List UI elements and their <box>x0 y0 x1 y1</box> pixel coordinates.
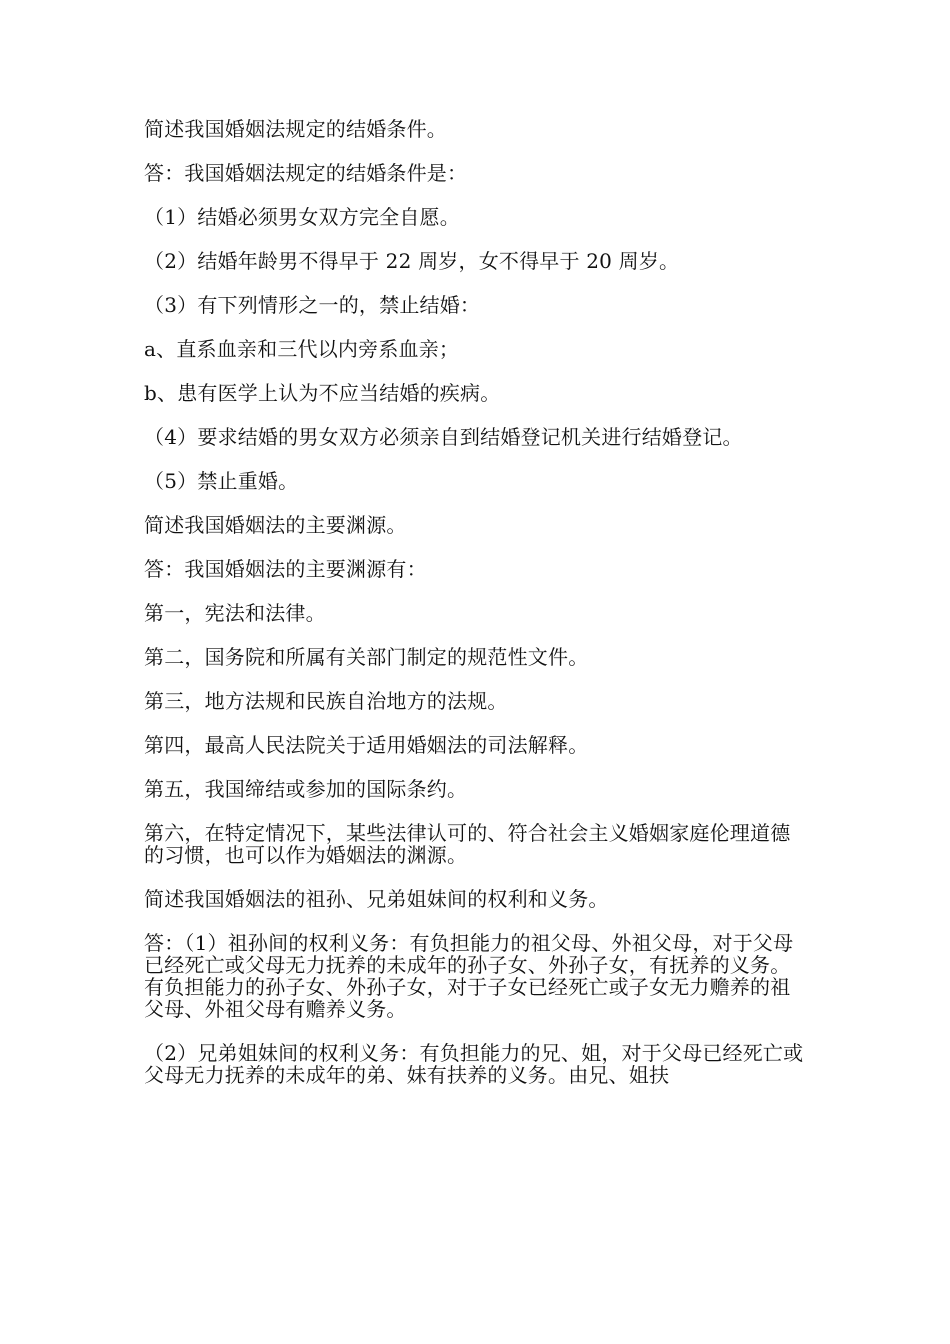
answer-item: 第六，在特定情况下，某些法律认可的、符合社会主义婚姻家庭伦理道德的习惯，也可以作为婚姻法的渊源。 <box>144 821 791 867</box>
answer-item: （2）结婚年龄男不得早于 22 周岁，女不得早于 20 周岁。 <box>144 249 680 273</box>
answer-item: （4）要求结婚的男女双方必须亲自到结婚登记机关进行结婚登记。 <box>144 425 743 449</box>
answer-subitem: a、直系血亲和三代以内旁系血亲； <box>144 337 460 361</box>
answer-item: 第三，地方法规和民族自治地方的法规。 <box>144 689 508 713</box>
answer-subitem: b、患有医学上认为不应当结婚的疾病。 <box>144 381 501 405</box>
answer-paragraph: 答：（1）祖孙间的权利义务：有负担能力的祖父母、外祖父母，对于父母已经死亡或父母无力抚养的未成年的孙子女、外孙子女，有抚养的义务。有负担能力的孙子女、外孙子女，对于子女已经死亡或子女无力赡养的祖父母、外祖父母有赡养义务。 <box>144 931 794 1021</box>
answer-paragraph: 答：我国婚姻法的主要渊源有： <box>144 557 427 581</box>
answer-item: （1）结婚必须男女双方完全自愿。 <box>144 205 460 229</box>
answer-item: （3）有下列情形之一的，禁止结婚： <box>144 293 481 317</box>
answer-item: 第一，宪法和法律。 <box>144 601 326 625</box>
answer-paragraph: 答：我国婚姻法规定的结婚条件是： <box>144 161 468 185</box>
document-body <box>144 118 809 1108</box>
question-heading: 简述我国婚姻法规定的结婚条件。 <box>144 117 447 141</box>
question-heading: 简述我国婚姻法的祖孙、兄弟姐妹间的权利和义务。 <box>144 887 609 911</box>
answer-item: 第四，最高人民法院关于适用婚姻法的司法解释。 <box>144 733 589 757</box>
question-heading: 简述我国婚姻法的主要渊源。 <box>144 513 407 537</box>
answer-paragraph: （2）兄弟姐妹间的权利义务：有负担能力的兄、姐，对于父母已经死亡或父母无力抚养的未成年的弟、妹有扶养的义务。由兄、姐扶 <box>144 1041 804 1087</box>
answer-item: 第五，我国缔结或参加的国际条约。 <box>144 777 468 801</box>
answer-item: 第二，国务院和所属有关部门制定的规范性文件。 <box>144 645 589 669</box>
answer-item: （5）禁止重婚。 <box>144 469 299 493</box>
